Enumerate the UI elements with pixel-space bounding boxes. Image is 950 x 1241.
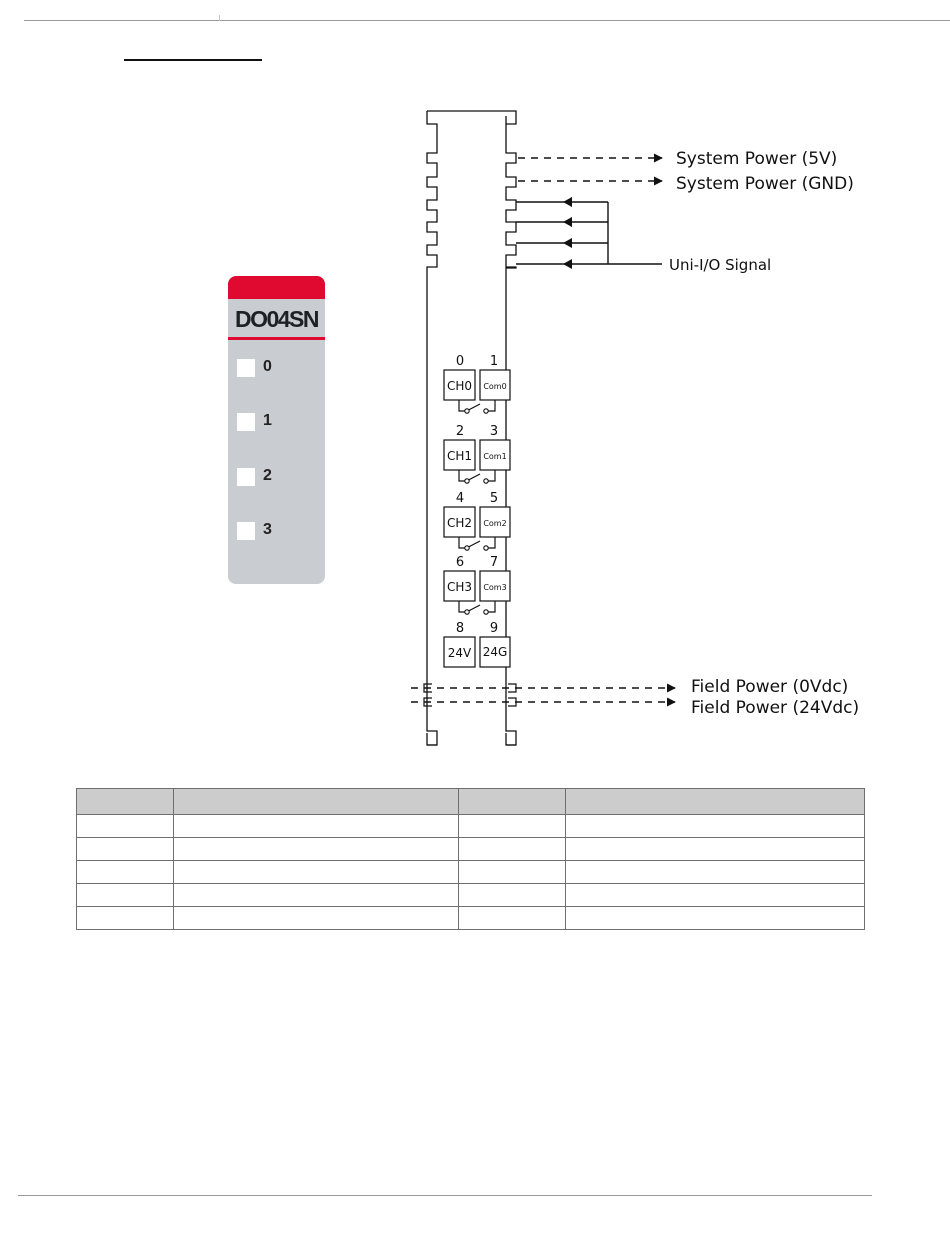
table-cell bbox=[77, 861, 174, 884]
table-row bbox=[77, 815, 865, 838]
terminal-pin-number: 4 bbox=[455, 491, 465, 506]
table-row bbox=[77, 838, 865, 861]
table-cell bbox=[566, 861, 865, 884]
led-channel-label: 1 bbox=[263, 412, 272, 429]
relay-switch-arm bbox=[469, 605, 481, 611]
table-cell bbox=[566, 907, 865, 930]
table-row bbox=[77, 861, 865, 884]
relay-wire bbox=[459, 470, 465, 481]
uni-io-signal-lines bbox=[516, 202, 662, 264]
table-cell bbox=[174, 884, 459, 907]
table-cell bbox=[174, 861, 459, 884]
table-cell bbox=[566, 838, 865, 861]
led-channel-label: 0 bbox=[263, 358, 272, 375]
system-power-5v-label: System Power (5V) bbox=[676, 149, 838, 169]
relay-wire bbox=[488, 601, 495, 612]
relay-wire bbox=[488, 470, 495, 481]
table-header-row bbox=[77, 789, 865, 815]
terminal-label: 24V bbox=[447, 646, 472, 660]
uni-io-arrowheads bbox=[563, 197, 572, 269]
terminal-pin-number: 5 bbox=[489, 491, 499, 506]
table-cell bbox=[459, 815, 566, 838]
relay-wire bbox=[488, 400, 495, 411]
table-row bbox=[77, 884, 865, 907]
table-cell bbox=[566, 884, 865, 907]
terminal-pin-number: 7 bbox=[489, 555, 499, 570]
field-power-0v-label: Field Power (0Vdc) bbox=[691, 677, 849, 697]
led-channel-label: 2 bbox=[263, 467, 272, 484]
terminal-block bbox=[444, 354, 510, 667]
terminal-pin-number: 1 bbox=[489, 354, 499, 369]
relay-contact bbox=[484, 546, 488, 550]
terminal-label: CH0 bbox=[446, 379, 473, 393]
table-cell bbox=[459, 884, 566, 907]
relay-wire bbox=[459, 400, 465, 411]
relay-contact bbox=[484, 479, 488, 483]
footer-rule bbox=[18, 1195, 872, 1196]
table-cell bbox=[459, 907, 566, 930]
led-channel-label: 3 bbox=[263, 521, 272, 538]
terminal-label: Com3 bbox=[483, 583, 507, 592]
terminal-label: Com2 bbox=[483, 519, 507, 528]
table-cell bbox=[459, 838, 566, 861]
module-body-outline-top bbox=[427, 111, 516, 124]
relay-contact bbox=[484, 610, 488, 614]
terminal-pin-number: 0 bbox=[455, 354, 465, 369]
table-cell bbox=[174, 838, 459, 861]
relay-switch-arm bbox=[469, 541, 481, 547]
terminal-label: Com0 bbox=[483, 382, 507, 391]
table-header-cell bbox=[77, 789, 174, 815]
table-header-cell bbox=[566, 789, 865, 815]
terminal-label: Com1 bbox=[483, 452, 507, 461]
relay-switch-arm bbox=[469, 404, 481, 410]
table-cell bbox=[77, 907, 174, 930]
table-cell bbox=[174, 815, 459, 838]
relay-wire bbox=[459, 601, 465, 612]
table-cell bbox=[77, 815, 174, 838]
terminal-pin-number: 2 bbox=[455, 424, 465, 439]
relay-wire bbox=[459, 537, 465, 548]
terminal-pin-number: 6 bbox=[455, 555, 465, 570]
field-power-24v-label: Field Power (24Vdc) bbox=[691, 698, 860, 718]
terminal-label: CH3 bbox=[446, 580, 473, 594]
table-header-cell bbox=[459, 789, 566, 815]
table-cell bbox=[77, 838, 174, 861]
system-power-gnd-label: System Power (GND) bbox=[676, 174, 854, 194]
terminal-label: 24G bbox=[482, 645, 508, 659]
table-header-cell bbox=[174, 789, 459, 815]
relay-wire bbox=[488, 537, 495, 548]
relay-contact bbox=[484, 409, 488, 413]
uni-io-signal-label: Uni-I/O Signal bbox=[669, 256, 772, 274]
module-model-label: DO04SN bbox=[228, 299, 325, 340]
terminal-pin-number: 3 bbox=[489, 424, 499, 439]
table-cell bbox=[566, 815, 865, 838]
module-body-outline bbox=[427, 111, 437, 745]
spec-table bbox=[76, 788, 865, 930]
terminal-label: CH1 bbox=[446, 449, 473, 463]
relay-switch-arm bbox=[469, 474, 481, 480]
table-row bbox=[77, 907, 865, 930]
terminal-pin-number: 8 bbox=[455, 621, 465, 636]
table-cell bbox=[459, 861, 566, 884]
table-cell bbox=[174, 907, 459, 930]
terminal-pin-number: 9 bbox=[489, 621, 499, 636]
terminal-label: CH2 bbox=[446, 516, 473, 530]
table-cell bbox=[77, 884, 174, 907]
